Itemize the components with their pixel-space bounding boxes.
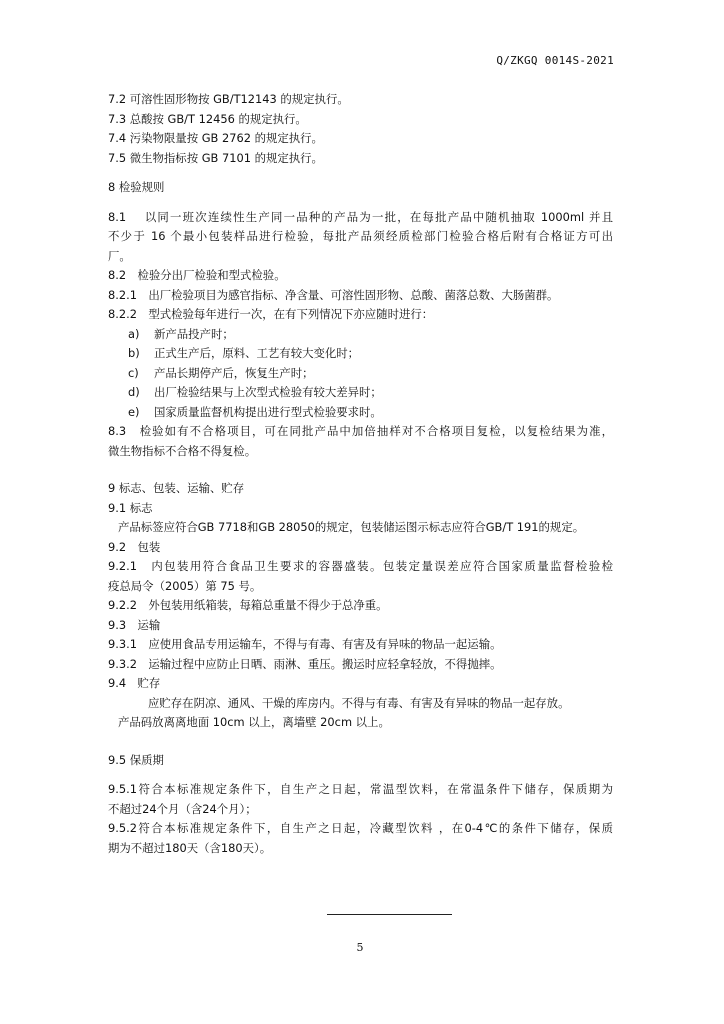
clause-8-1-line: 厂。 [108,248,131,263]
clause-8-1-line: 8.1 以同一班次连续性生产同一品种的产品为一批，在每批产品中随机抽取 1000ml 并且 [108,209,613,224]
list-item [108,344,613,364]
clause-9-1-text: 产品标签应符合GB 7718和GB 28050的规定，包装储运图示标志应符合GB/T 191的规定。 [118,520,585,534]
clause-9-1-heading: 9.1 标志 [108,500,153,515]
document-code: Q/ZKGQ 0014S-2021 [496,54,614,67]
clause-9-4-heading: 9.4 贮存 [108,676,161,690]
page-number: 5 [356,941,364,954]
clause-9-3-heading: 9.3 运输 [108,617,161,632]
list-item-text: 出厂检验结果与上次型式检验有较大差异时； [154,385,382,399]
list-marker: b) [128,346,140,360]
clause-8-2-2: 8.2.2 型式检验每年进行一次，在有下列情况下亦应随时进行： [108,307,434,321]
clause-9-5-1-line: 9.5.1符合本标准规定条件下，自生产之日起，常温型饮料，在常温条件下储存，保质期为 [108,782,613,796]
list-marker: d) [128,385,140,399]
list-marker: c) [128,365,139,380]
list-item-text: 产品长期停产后，恢复生产时； [154,365,314,380]
clause-9-4-line: 应贮存在阴凉、通风、干燥的库房内。不得与有毒、有害及有异味的物品一起存放。 [148,695,570,710]
clause-8-1-line: 不少于 16 个最小包装样品进行检验，每批产品须经质检部门检验合格后附有合格证方可出 [108,229,613,243]
document-body [108,90,613,858]
clause-7-4: 7.4 污染物限量按 GB 2762 的规定执行。 [108,131,323,145]
clause-9-4-line: 产品码放离离地面 10cm 以上，离墙壁 20cm 以上。 [118,715,390,729]
clause-8-3-line: 8.3 检验如有不合格项目，可在同批产品中加倍抽样对不合格项目复检，以复检结果为准， [108,424,613,438]
clause-8-2-1: 8.2.1 出厂检验项目为感官指标、净含量、可溶性固形物、总酸、菌落总数、大肠菌群。 [108,287,559,302]
list-item [108,383,613,403]
list-item-text: 正式生产后，原料、工艺有较大变化时； [154,346,360,360]
clause-9-2-2: 9.2.2 外包装用纸箱装，每箱总重量不得少于总净重。 [108,598,388,612]
clause-9-3-2: 9.3.2 运输过程中应防止日晒、雨淋、重压。搬运时应轻拿轻放，不得抛摔。 [108,656,502,671]
clause-9-2-1-line: 9.2.1 内包装用符合食品卫生要求的容器盛装。包装定量误差应符合国家质量监督检验检 [108,559,613,573]
clause-9-5-2-line: 9.5.2符合本标准规定条件下，自生产之日起，冷藏型饮料 ，在0-4℃的条件下储存，保质 [108,821,613,835]
list-marker: a) [128,326,140,341]
clause-9-3-1: 9.3.1 应使用食品专用运输车，不得与有毒、有害及有异味的物品一起运输。 [108,637,502,651]
clause-9-5-1-line: 不超过24个月（含24个月）； [108,801,257,816]
list-item [108,364,613,384]
clause-7-2: 7.2 可溶性固形物按 GB/T12143 的规定执行。 [108,92,349,106]
clause-8-3-line: 微生物指标不合格不得复检。 [108,443,257,458]
clause-9-5-heading: 9.5 保质期 [108,752,164,767]
list-item-text: 新产品投产时； [154,326,234,341]
section-9-heading: 9 标志、包装、运输、贮存 [108,481,245,495]
footer-divider [327,914,452,915]
clause-8-2: 8.2 检验分出厂检验和型式检验。 [108,268,286,282]
list-item [108,403,613,423]
list-item-text: 国家质量监督机构提出进行型式检验要求时。 [154,404,382,419]
list-item [108,325,613,345]
clause-7-3: 7.3 总酸按 GB/T 12456 的规定执行。 [108,111,307,126]
list-marker: e) [128,404,140,419]
clause-9-2-1-line: 疫总局令（2005）第 75 号。 [108,578,262,593]
section-8-heading: 8 检验规则 [108,180,165,194]
clause-7-5: 7.5 微生物指标按 GB 7101 的规定执行。 [108,150,323,165]
clause-9-2-heading: 9.2 包装 [108,539,161,554]
clause-9-5-2-line: 期为不超过180天（含180天）。 [108,840,272,855]
